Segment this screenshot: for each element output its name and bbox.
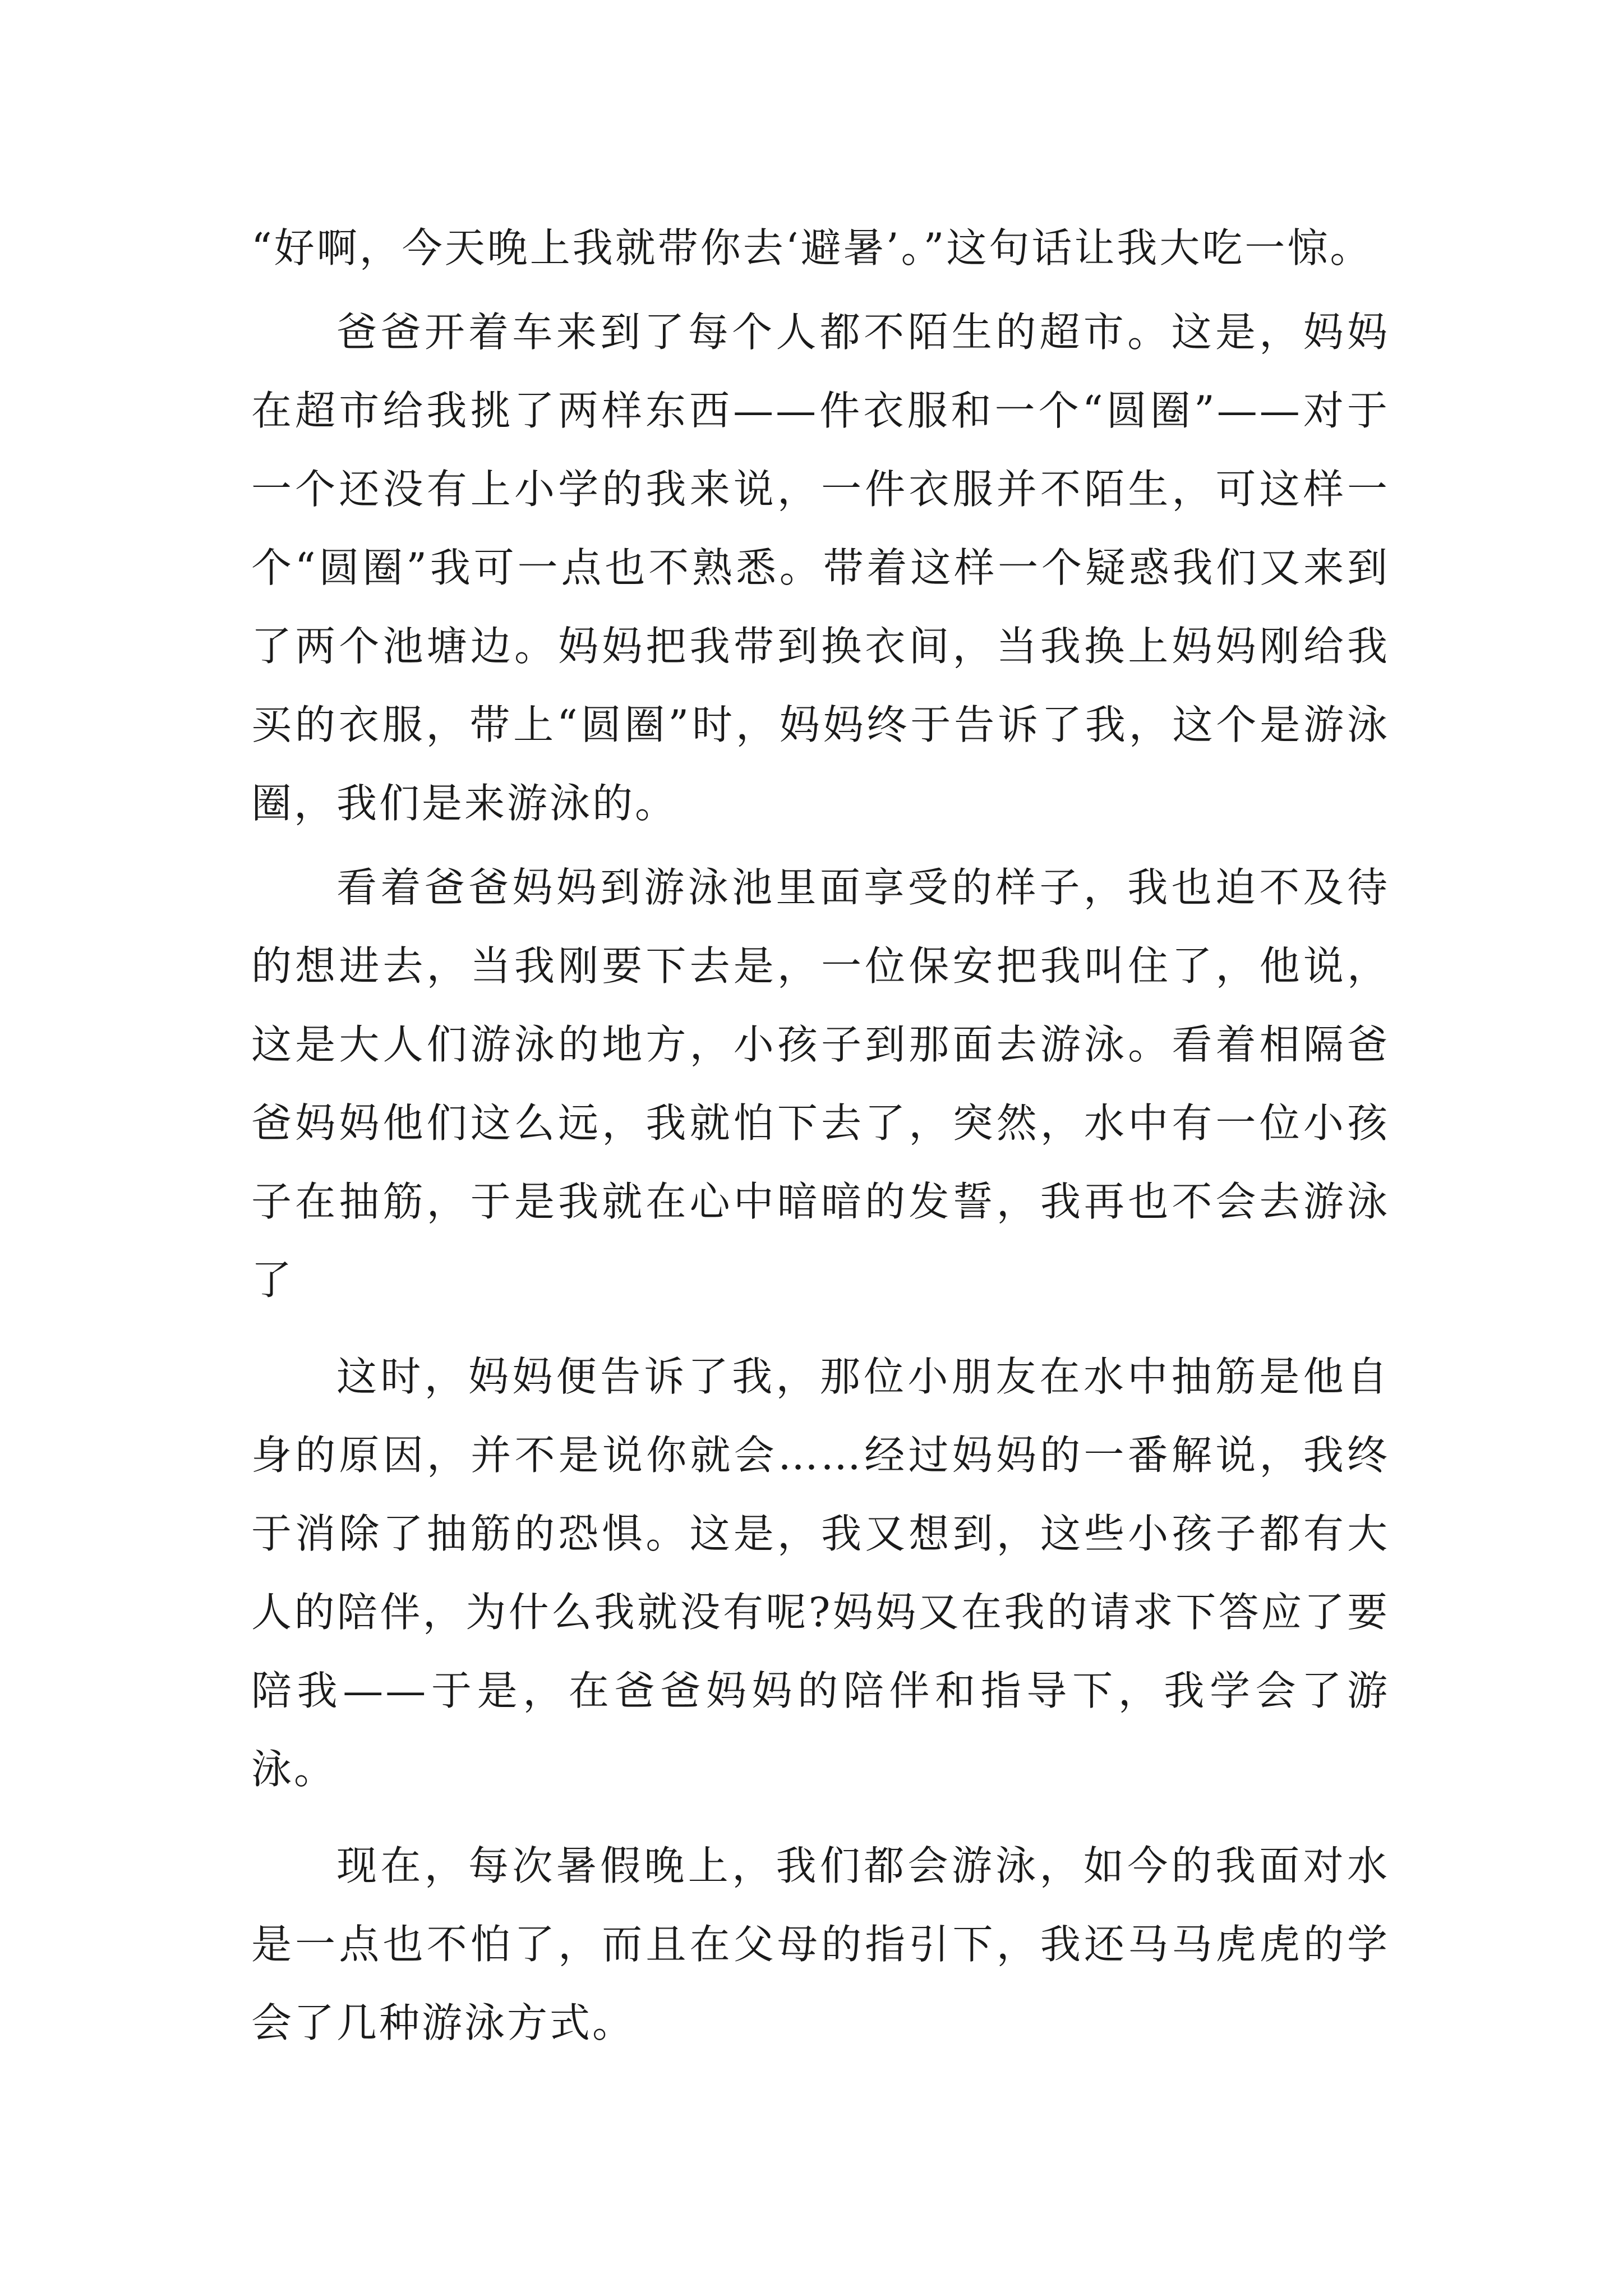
paragraph-2: 爸爸开着车来到了每个人都不陌生的超市。这是，妈妈在超市给我挑了两样东西——件衣服和一个“圆圈”——对于一个还没有上小学的我来说，一件衣服并不陌生，可这样一个“圆圈”我可一点也不熟悉。带着这样一个疑惑我们又来到了两个池塘边。妈妈把我带到换衣间，当我换上妈妈刚给我买的衣服，带上“圆圈”时，妈妈终于告诉了我，这个是游泳圈，我们是来游泳的。 xyxy=(251,309,1390,827)
paragraph-5: 现在，每次暑假晚上，我们都会游泳，如今的我面对水是一点也不怕了，而且在父母的指引下，我还马马虎虎的学会了几种游泳方式。 xyxy=(251,1842,1390,2046)
paragraph-1: “好啊，今天晚上我就带你去‘避暑’。”这句话让我大吃一惊。 xyxy=(251,224,1373,272)
paragraph-3: 看着爸爸妈妈到游泳池里面享受的样子，我也迫不及待的想进去，当我刚要下去是，一位保安把我叫住了，他说，这是大人们游泳的地方，小孩子到那面去游泳。看着相隔爸爸妈妈他们这么远，我就怕下去了，突然，水中有一位小孩子在抽筋，于是我就在心中暗暗的发誓，我再也不会去游泳了 xyxy=(251,864,1390,1304)
paragraph-4: 这时，妈妈便告诉了我，那位小朋友在水中抽筋是他自身的原因，并不是说你就会……经过妈妈的一番解说，我终于消除了抽筋的恐惧。这是，我又想到，这些小孩子都有大人的陪伴，为什么我就没有呢?妈妈又在我的请求下答应了要陪我——于是，在爸爸妈妈的陪伴和指导下，我学会了游泳。 xyxy=(251,1353,1390,1793)
document-body xyxy=(251,209,1390,2062)
